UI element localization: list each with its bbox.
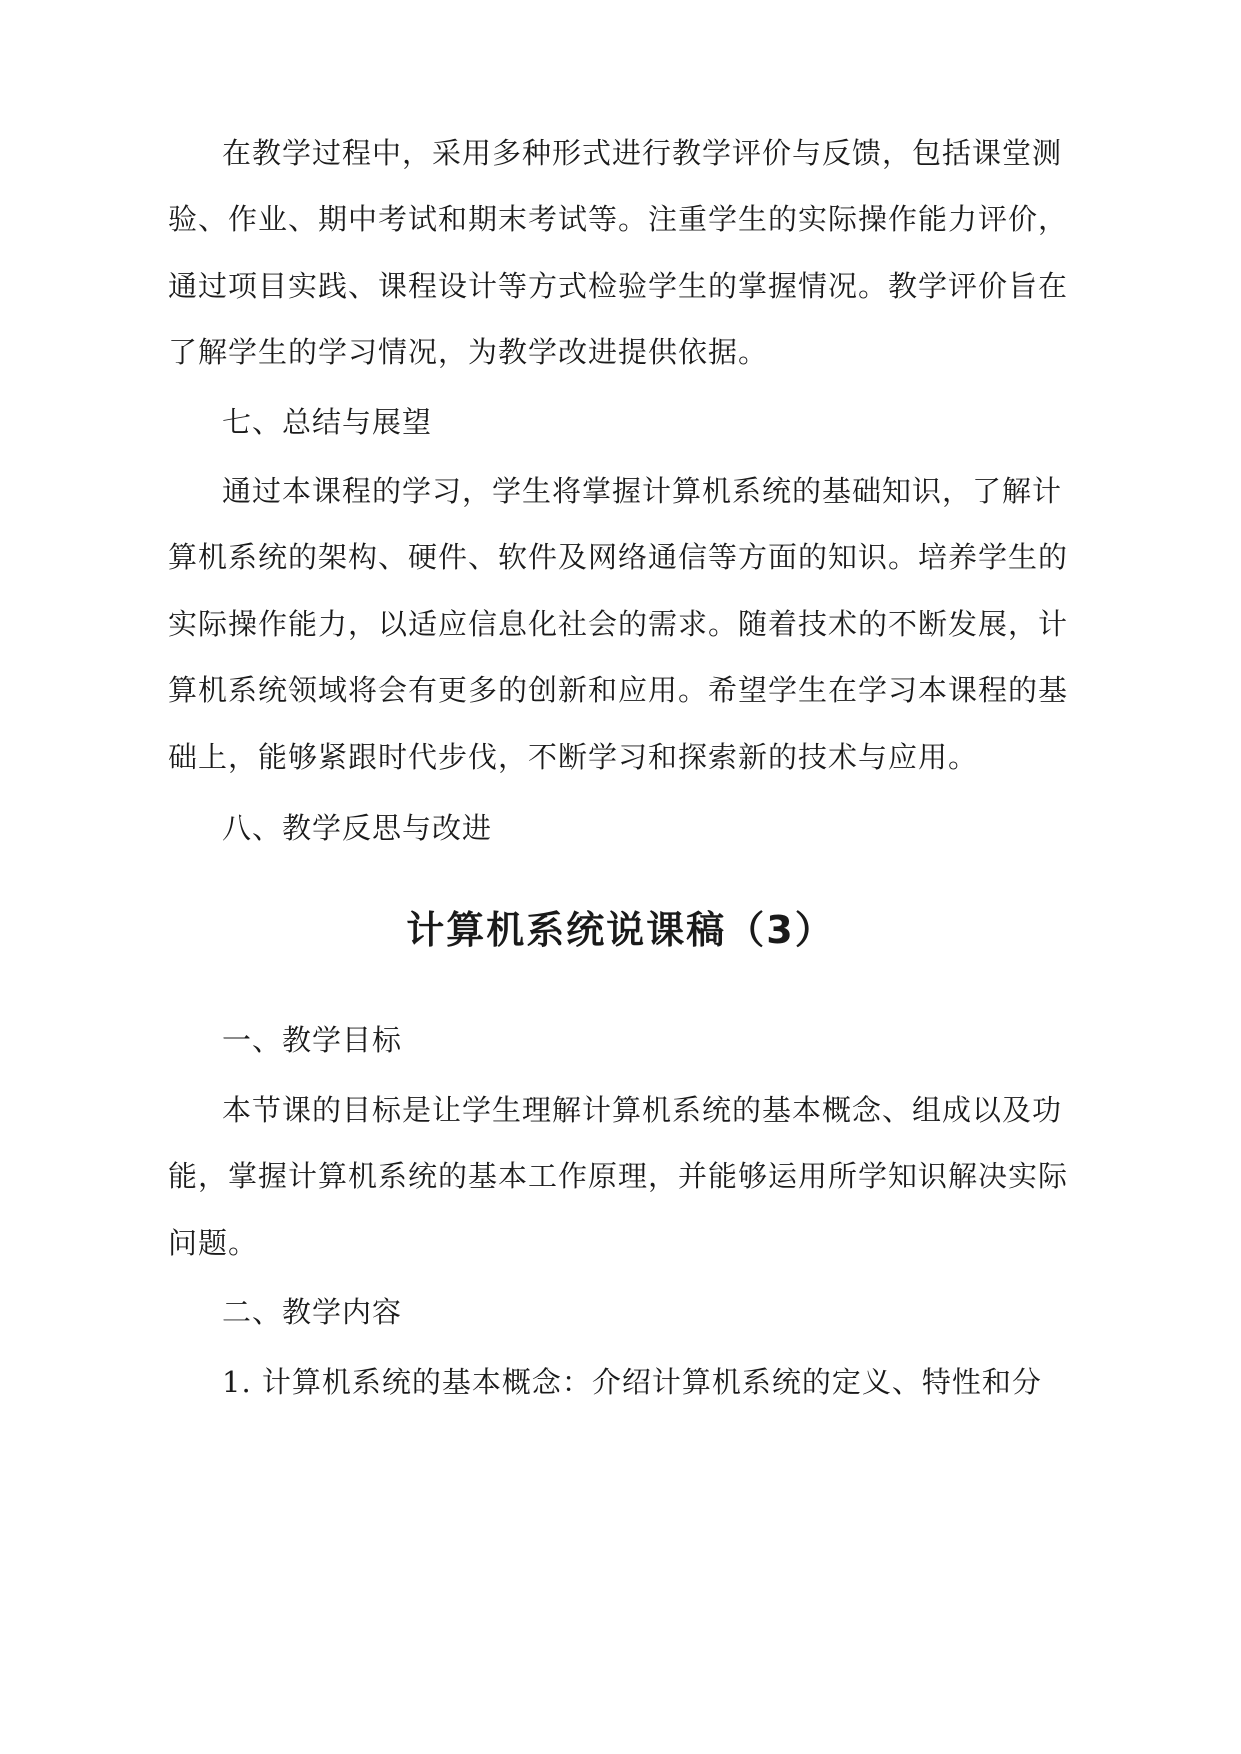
paragraph-line: 在教学过程中，采用多种形式进行教学评价与反馈，包括课堂测 <box>222 136 1063 170</box>
document-title: 计算机系统说课稿（3） <box>406 908 835 952</box>
paragraph-line: 验、作业、期中考试和期末考试等。注重学生的实际操作能力评价， <box>168 202 1069 236</box>
section-heading: 八、教学反思与改进 <box>222 811 493 845</box>
paragraph-line: 能，掌握计算机系统的基本工作原理，并能够运用所学知识解决实际 <box>168 1159 1069 1193</box>
paragraph-line: 算机系统领域将会有更多的创新和应用。希望学生在学习本课程的基 <box>168 673 1069 707</box>
paragraph-line: 实际操作能力，以适应信息化社会的需求。随着技术的不断发展，计 <box>168 607 1069 641</box>
paragraph-line: 础上，能够紧跟时代步伐，不断学习和探索新的技术与应用。 <box>168 740 979 774</box>
paragraph-line: 算机系统的架构、硬件、软件及网络通信等方面的知识。培养学生的 <box>168 540 1069 574</box>
paragraph-line: 通过本课程的学习，学生将掌握计算机系统的基础知识，了解计 <box>222 474 1063 508</box>
section-heading: 一、教学目标 <box>222 1023 403 1057</box>
paragraph-line: 了解学生的学习情况，为教学改进提供依据。 <box>168 335 769 369</box>
paragraph-line: 通过项目实践、课程设计等方式检验学生的掌握情况。教学评价旨在 <box>168 269 1069 303</box>
section-heading: 二、教学内容 <box>222 1295 403 1329</box>
list-item: 1. 计算机系统的基本概念：介绍计算机系统的定义、特性和分 <box>222 1365 1042 1399</box>
paragraph-line: 问题。 <box>168 1226 259 1260</box>
paragraph-line: 本节课的目标是让学生理解计算机系统的基本概念、组成以及功 <box>222 1093 1063 1127</box>
section-heading: 七、总结与展望 <box>222 405 433 439</box>
